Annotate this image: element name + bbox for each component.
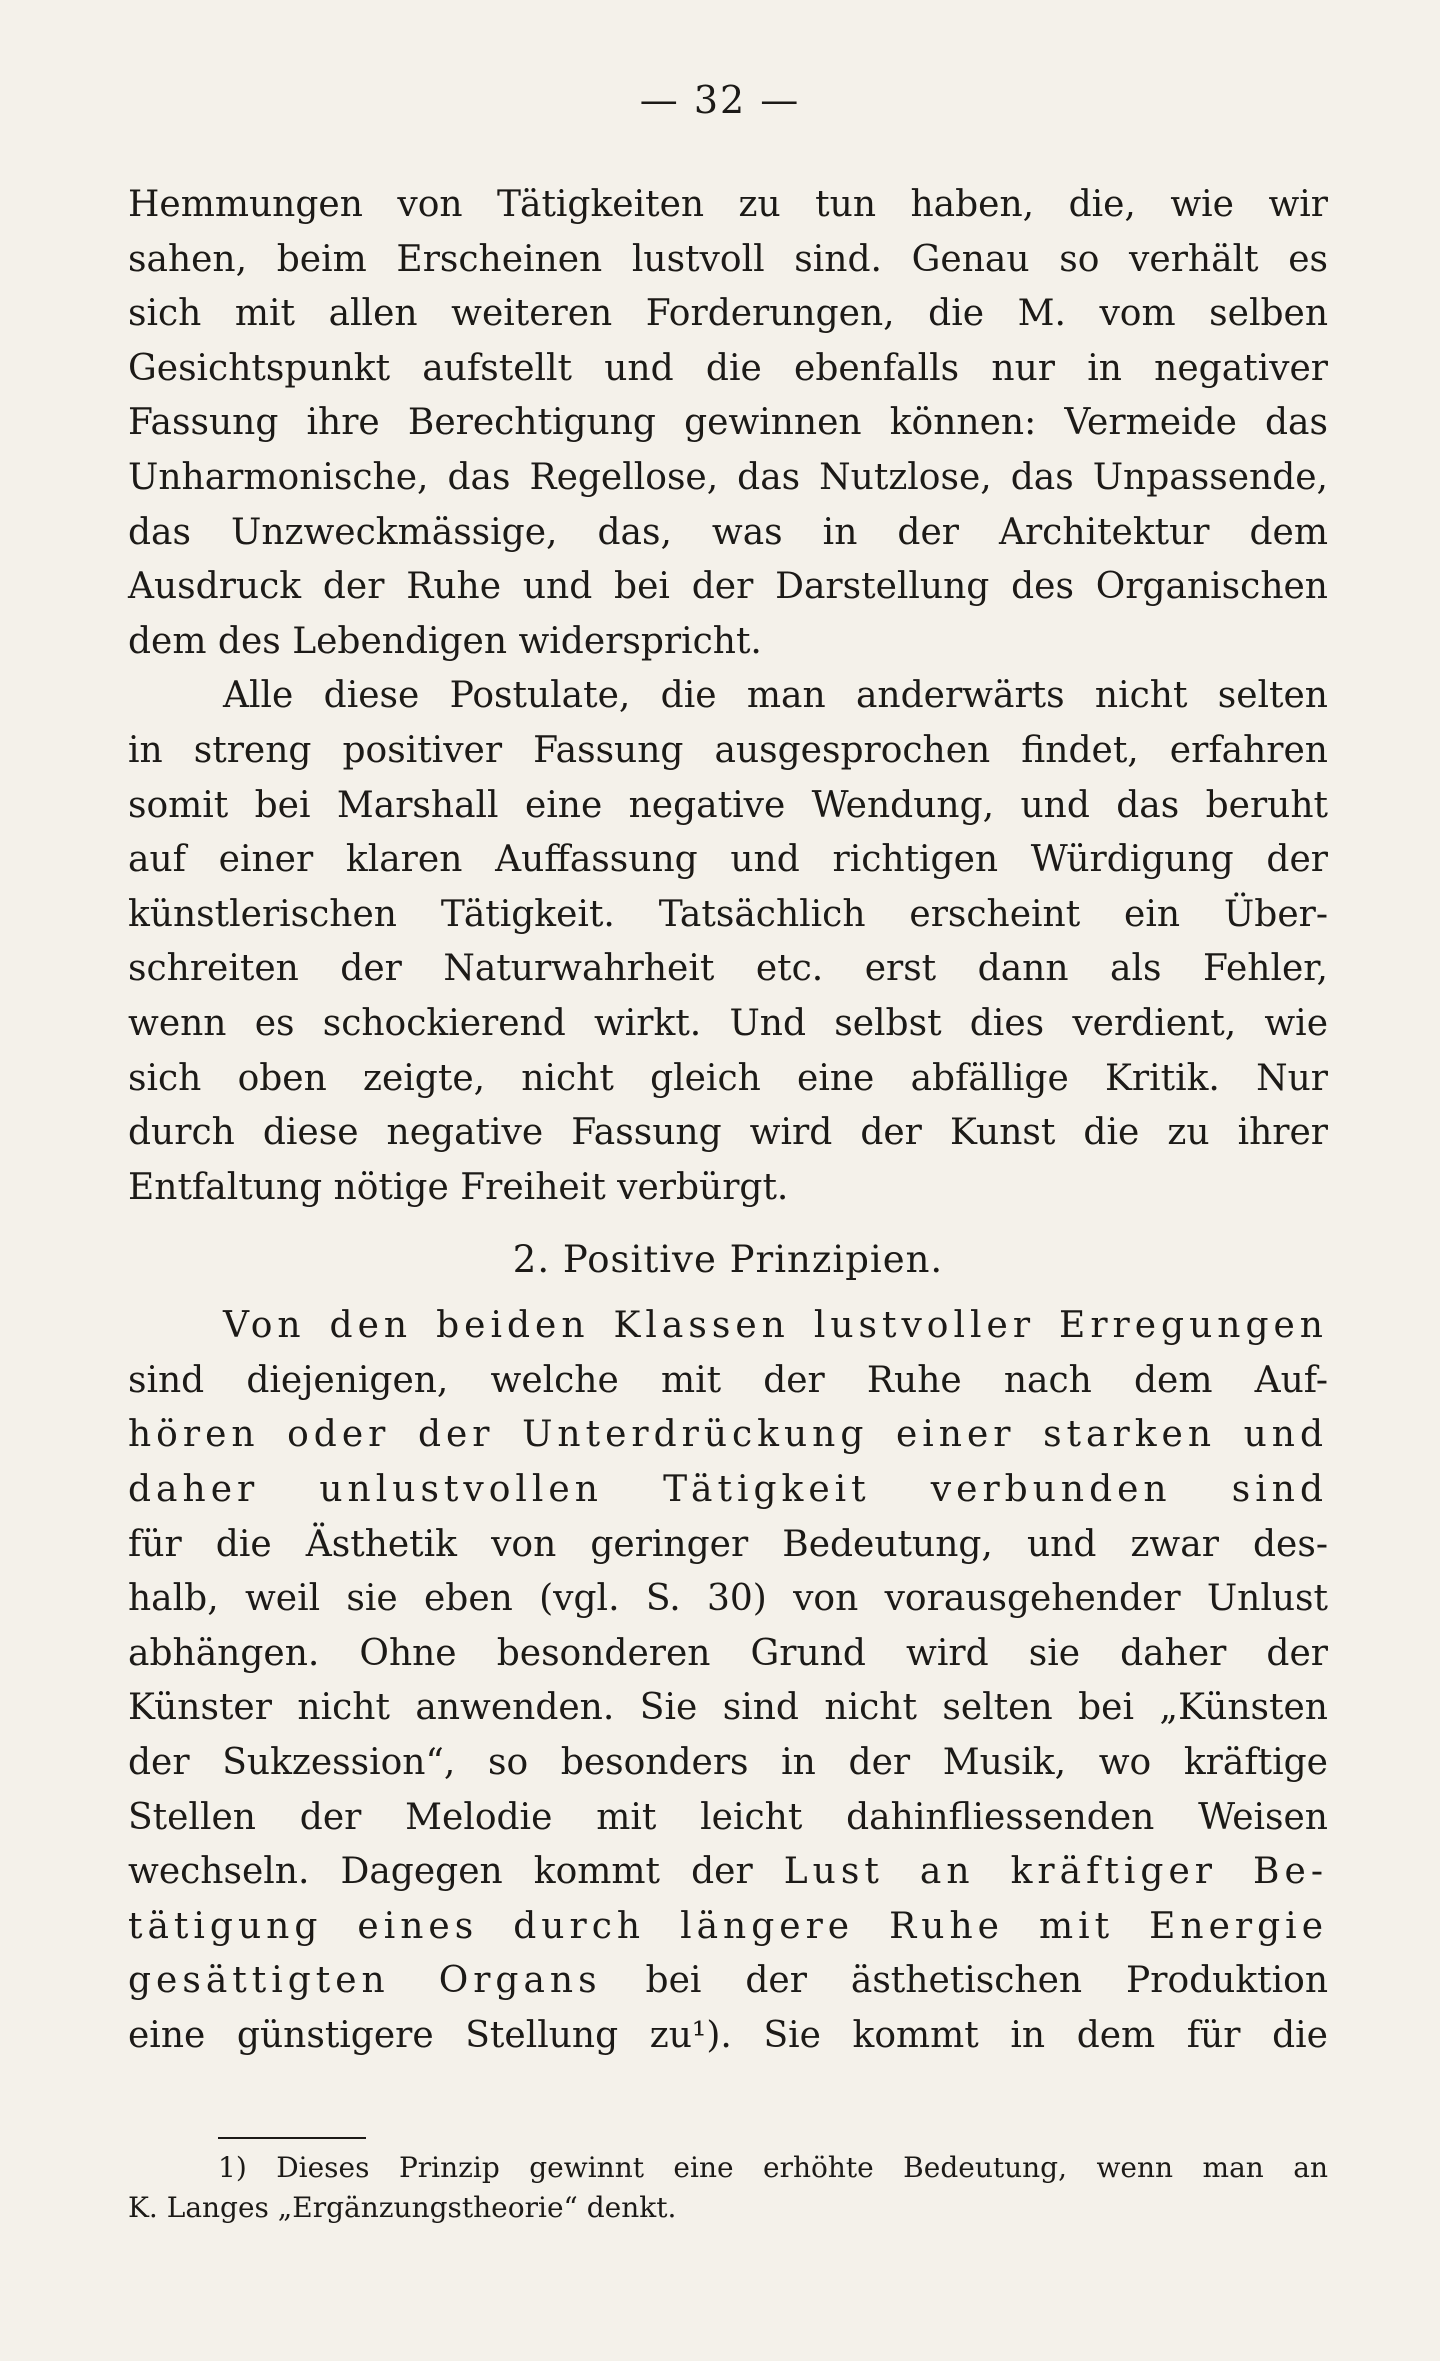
footnote-line: K. Langes „Ergänzungstheorie“ denkt. <box>128 2191 677 2224</box>
footnote-line: 1) Dieses Prinzip gewinnt eine erhöhte Bedeutung, wenn man an <box>218 2151 1328 2184</box>
footnote-divider <box>218 2137 366 2139</box>
text-line: eine günstigere Stellung zu¹). Sie kommt in dem für die <box>128 2015 1328 2056</box>
text-line <box>128 1954 1328 2009</box>
text-line: Fassung ihre Berechtigung gewinnen können: Vermeide das <box>128 402 1328 444</box>
text-line: für die Ästhetik von geringer Bedeutung, und zwar des- <box>128 1523 1328 1565</box>
text-run: wechseln. Dagegen kommt der <box>128 1851 784 1893</box>
text-line: Entfaltung nötige Freiheit verbürgt. <box>128 1166 789 1208</box>
text-line: auf einer klaren Auffassung und richtigen Würdigung der <box>128 839 1328 881</box>
emphasized-text: tätigung eines durch längere Ruhe mit Energie <box>128 1905 1328 1947</box>
text-line: sich mit allen weiteren Forderungen, die M. vom selben <box>128 293 1328 335</box>
text-line: Ausdruck der Ruhe und bei der Darstellung des Organischen <box>128 566 1328 608</box>
text-line: Unharmonische, das Regellose, das Nutzlose, das Unpassende, <box>128 456 1328 498</box>
text-line: daher unlustvollen Tätigkeit verbunden sind <box>128 1469 1328 1511</box>
text-line: sahen, beim Erscheinen lustvoll sind. Genau so verhält es <box>128 238 1328 280</box>
text-line: durch diese negative Fassung wird der Kunst die zu ihrer <box>128 1112 1328 1154</box>
text-line: sind diejenigen, welche mit der Ruhe nach dem Auf- <box>128 1359 1328 1401</box>
emphasized-text: Lust an kräftiger Be- <box>783 1851 1328 1893</box>
text-line: dem des Lebendigen widerspricht. <box>128 620 762 662</box>
footnote <box>128 2148 1328 2228</box>
text-line: in streng positiver Fassung ausgesprochen findet, erfahren <box>128 729 1328 771</box>
text-run: bei der ästhetischen Produktion <box>601 1960 1329 2002</box>
section-heading: 2. Positive Prinzipien. <box>512 1238 944 1282</box>
emphasized-text: gesättigten Organs <box>128 1960 602 2002</box>
paragraph-1 <box>128 178 1328 669</box>
paragraph-3 <box>128 1299 1328 2063</box>
text-line: der Sukzession“, so besonders in der Musik, wo kräftige <box>128 1742 1328 1784</box>
text-line: sich oben zeigte, nicht gleich eine abfällige Kritik. Nur <box>128 1057 1328 1099</box>
text-line: Gesichtspunkt aufstellt und die ebenfalls nur in negativer <box>128 347 1328 389</box>
text-line: hören oder der Unterdrückung einer starken und <box>128 1414 1328 1456</box>
text-line: künstlerischen Tätigkeit. Tatsächlich erscheint ein Über- <box>128 893 1328 935</box>
text-line <box>128 1845 1328 1900</box>
text-line: wenn es schockierend wirkt. Und selbst dies verdient, wie <box>128 1002 1328 1044</box>
text-line: somit bei Marshall eine negative Wendung, und das beruht <box>128 784 1328 826</box>
text-line: abhängen. Ohne besonderen Grund wird sie daher der <box>128 1632 1328 1674</box>
text-line: Stellen der Melodie mit leicht dahinfliessenden Weisen <box>128 1796 1328 1838</box>
text-line: Alle diese Postulate, die man anderwärts nicht selten <box>223 675 1328 717</box>
text-line: Von den beiden Klassen lustvoller Erregungen <box>223 1305 1328 1347</box>
text-line: schreiten der Naturwahrheit etc. erst dann als Fehler, <box>128 948 1328 990</box>
text-line: halb, weil sie eben (vgl. S. 30) von vorausgehender Unlust <box>128 1578 1328 1620</box>
page-number: — 32 — <box>639 78 801 122</box>
text-line: Künster nicht anwenden. Sie sind nicht selten bei „Künsten <box>128 1687 1328 1729</box>
paragraph-2 <box>128 669 1328 1215</box>
text-line: Hemmungen von Tätigkeiten zu tun haben, die, wie wir <box>128 184 1328 225</box>
text-line: das Unzweckmässige, das, was in der Architektur dem <box>128 511 1328 553</box>
main-text <box>128 178 1328 2064</box>
